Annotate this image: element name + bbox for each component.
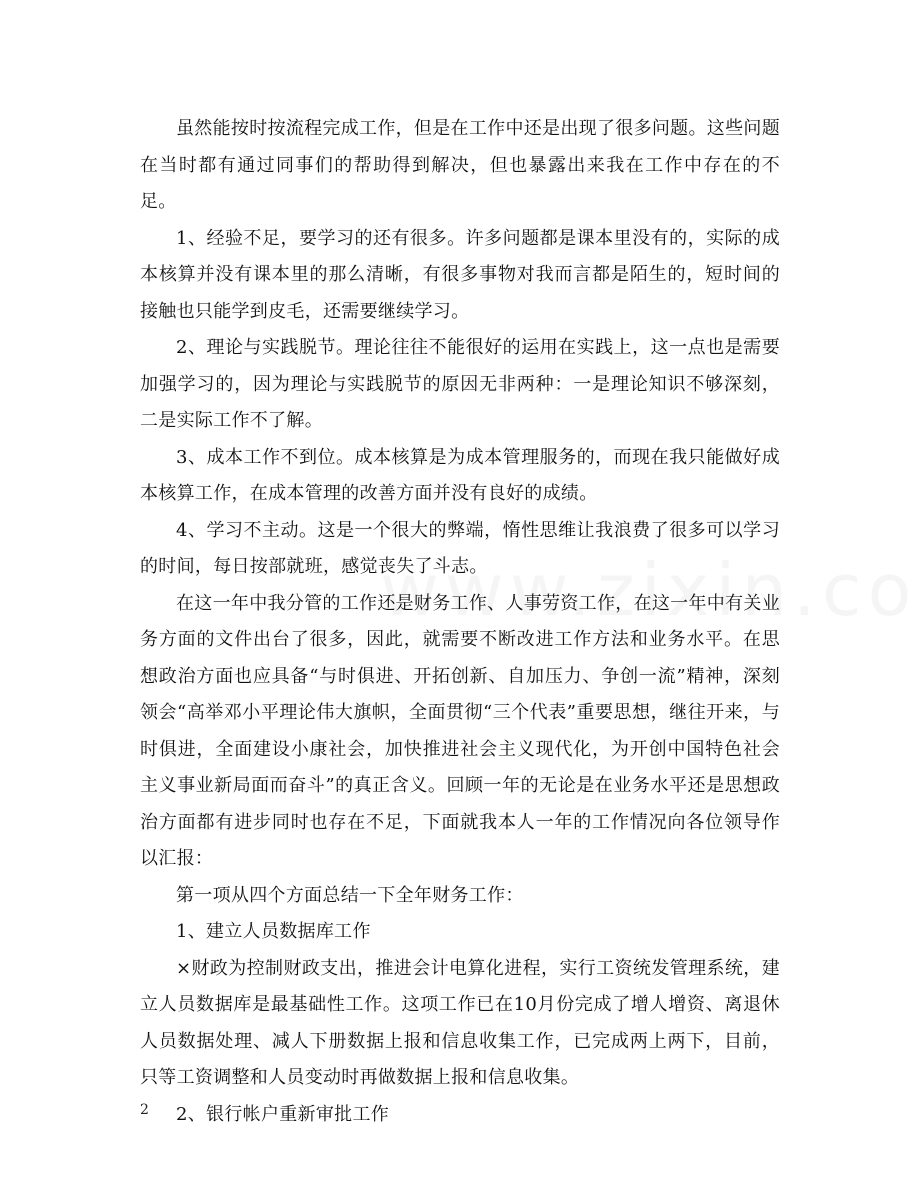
paragraph-problems-intro: 虽然能按时按流程完成工作，但是在工作中还是出现了很多问题。这些问题在当时都有通过同事们的帮助得到解决，但也暴露出来我在工作中存在的不足。	[140, 118, 780, 212]
paragraph-point-1: 1、经验不足，要学习的还有很多。许多问题都是课本里没有的，实际的成本核算并没有课本里的那么清晰，有很多事物对我而言都是陌生的，短时间的接触也只能学到皮毛，还需要继续学习。	[140, 227, 780, 322]
document-body	[140, 111, 780, 1133]
paragraph-item-2-heading: 2、银行帐户重新审批工作	[176, 1103, 390, 1125]
page-number: 2	[140, 1102, 149, 1118]
paragraph-section-heading: 第一项从四个方面总结一下全年财务工作：	[176, 884, 524, 906]
paragraph-point-4: 4、学习不主动。这是一个很大的弊端，惰性思维让我浪费了很多可以学习的时间，每日按部就班，感觉丧失了斗志。	[140, 519, 780, 577]
paragraph-point-2: 2、理论与实践脱节。理论往往不能很好的运用在实践上，这一点也是需要加强学习的，因为理论与实践脱节的原因无非两种：一是理论知识不够深刻，二是实际工作不了解。	[140, 337, 780, 431]
paragraph-item-1-body: ×财政为控制财政支出，推进会计电算化进程，实行工资统发管理系统，建立人员数据库是最基础性工作。这项工作已在10月份完成了增人增资、离退休人员数据处理、减人下册数据上报和信息收集工作，已完成两上两下，目前，只等工资调整和人员变动时再做数据上报和信息收集。	[140, 957, 780, 1088]
paragraph-annual-summary: 在这一年中我分管的工作还是财务工作、人事劳资工作，在这一年中有关业务方面的文件出台了很多，因此，就需要不断改进工作方法和业务水平。在思想政治方面也应具备“与时俱进、开拓创新、自加压力、争创一流”精神，深刻领会“高举邓小平理论伟大旗帜，全面贯彻“三个代表”重要思想，继往开来，与时俱进，全面建设小康社会，加快推进社会主义现代化，为开创中国特色社会主义事业新局面而奋斗”的真正含义。回顾一年的无论是在业务水平还是思想政治方面都有进步同时也存在不足，下面就我本人一年的工作情况向各位领导作以汇报：	[140, 592, 780, 869]
paragraph-item-1-heading: 1、建立人员数据库工作	[176, 921, 371, 942]
paragraph-point-3: 3、成本工作不到位。成本核算是为成本管理服务的，而现在我只能做好成本核算工作，在成本管理的改善方面并没有良好的成绩。	[140, 446, 780, 504]
